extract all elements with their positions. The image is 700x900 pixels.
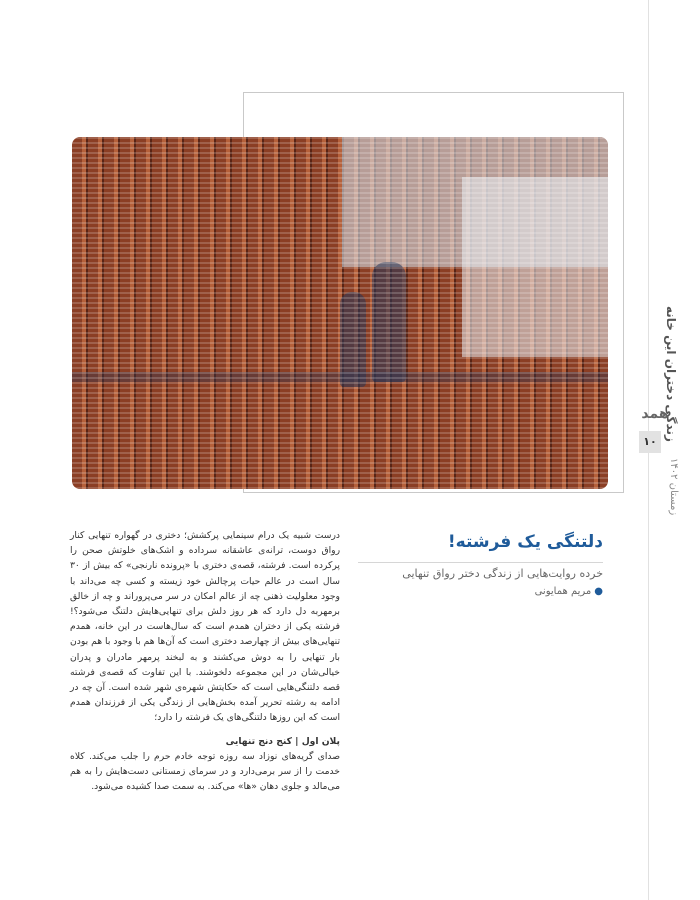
author-name: مریم همایونی xyxy=(534,586,592,597)
article-author xyxy=(358,586,603,597)
section-paragraph: صدای گریه‌های نوزاد سه روزه توجه خادم حرم را جلب می‌کند. کلاه خدمت را از سر برمی‌دارد و در سرمای زمستانی دست‌هایش را به هم می‌مالد و جلوی دهان «ها» می‌کند. به سمت صدا کشیده می‌شود. xyxy=(70,750,340,793)
article-body xyxy=(70,528,340,794)
article-headline: دلتنگی یک فرشته! xyxy=(447,532,603,552)
article-intro-paragraph: درست شبیه یک درام سینمایی پرکشش؛ دختری در گهواره تنهایی کنار رواق دوست، ترانه‌ی عاشقانه سرداده و اشک‌های خلوتش صحن را پرکرده است. فرشته، قصه‌ی دختری با «پرونده نارنجی» که بیش از ۳۰ سال است در عالم حیات پرچالش خود زیسته و کسی چه می‌داند با وجود معلولیت ذهنی چه از عالم امکان در سر می‌پروراند و چه از خالق برمهربه دل دارد که هر روز دلش برای تنهایی‌هایش دلتنگ می‌شود؟! فرشته یکی از دختران همدم است که سال‌هاست در این خانه، همدم تنهایی‌های بیش از چهارصد دختری است که آن‌ها هم با وجود با هم بودن بار تنهایی را به دوش می‌کشند و به لبخند پرمهر مادران و پدران خیالی‌شان در این مجموعه دلخوشند. با این تفاوت که قصه‌ی فرشته قصه دلتنگی‌هایی است که حکایتش شهره‌ی شهر شده است. آن چه در ادامه به رشته تحریر آمده بخش‌هایی از زندگی یکی از فرزندان همدم است که این روزها دلتنگی‌های یک فرشته را دارد؛ xyxy=(70,530,340,724)
page-number: ۱۰ xyxy=(639,431,661,453)
author-bullet-icon: ● xyxy=(594,586,603,597)
article-subtitle: خرده روایت‌هایی از زندگی دختر رواق تنهایی xyxy=(402,567,603,580)
issue-date: زمستان ۱۴۰۲ xyxy=(668,458,679,516)
section-title: زندگی دختران این خانه xyxy=(664,306,678,442)
photo-blinds-overlay xyxy=(72,137,608,489)
photo-image xyxy=(72,137,608,489)
section-heading: پلان اول | کنج دنج تنهایی xyxy=(225,735,340,747)
magazine-logo-icon: همد xyxy=(641,406,669,422)
headline-divider xyxy=(358,562,603,563)
